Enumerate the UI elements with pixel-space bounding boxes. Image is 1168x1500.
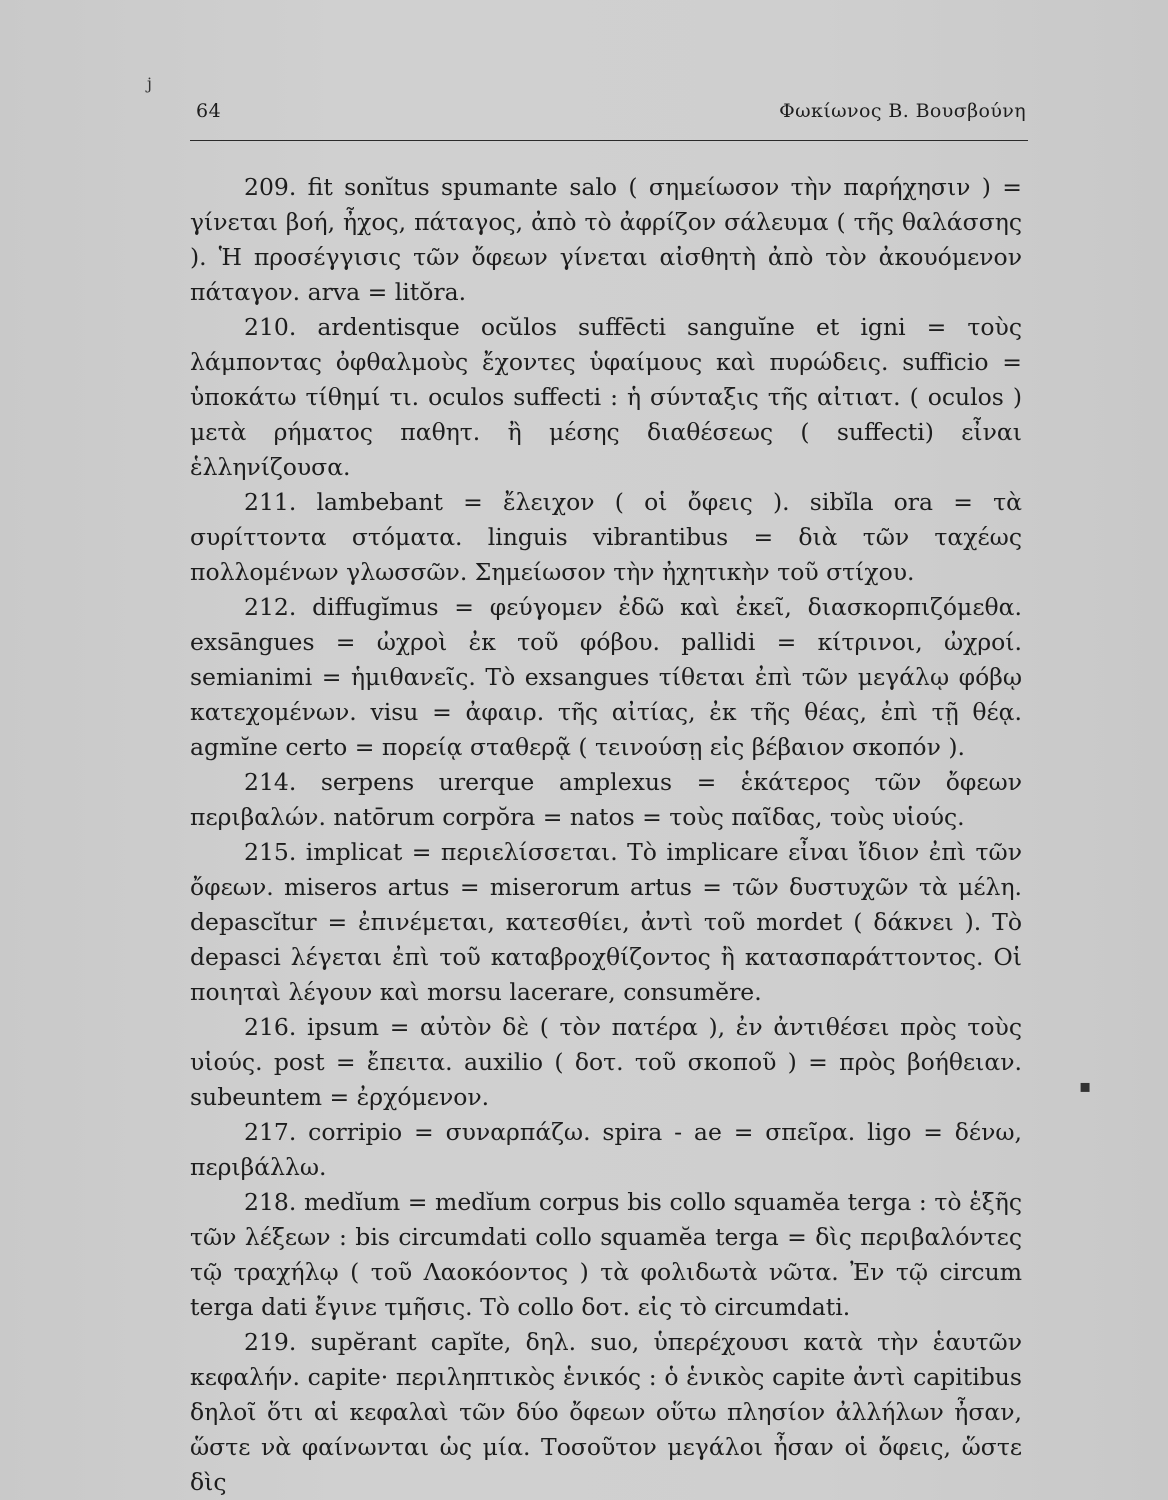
running-head: Φωκίωνος Β. Βουσβούνη bbox=[779, 100, 1026, 122]
note-218: 218. medĭum = medĭum corpus bis collo squamĕa terga : τὸ ἑξῆς τῶν λέξεων : bis circumdati collo squamĕa terga = δὶς περιβαλόντες τῷ τραχήλῳ ( τοῦ Λαοκόοντος ) τὰ φολιδωτὰ νῶτα. Ἐν τῷ circum terga dati ἔγινε τμῆσις. Τὸ collo δοτ. εἰς τὸ circumdati. bbox=[190, 1188, 1022, 1321]
note-209: 209. fit sonĭtus spumante salo ( σημείωσον τὴν παρήχησιν ) = γίνεται βοή, ἦχος, πάταγος, ἀπὸ τὸ ἀφρίζον σάλευμα ( τῆς θαλάσσης ). Ἡ προσέγγισις τῶν ὄφεων γίνεται αἰσθητὴ ἀπὸ τὸν ἀκουόμενον πάταγον. arva = litŏra. bbox=[190, 173, 1022, 306]
note-217: 217. corripio = συναρπάζω. spira - ae = σπεῖρα. ligo = δένω, περιβάλλω. bbox=[190, 1118, 1022, 1181]
note-219: 219. supĕrant capĭte, δηλ. suo, ὑπερέχουσι κατὰ τὴν ἑαυτῶν κεφαλήν. capite· περιληπτικὸς ἑνικός : ὁ ἑνικὸς capite ἀντὶ capitibus δηλοῖ ὅτι αἱ κεφαλαὶ τῶν δύο ὄφεων οὕτω πλησίον ἀλλήλων ἦσαν, ὥστε νὰ φαίνωνται ὡς μία. Τοσοῦτον μεγάλοι ἦσαν οἱ ὄφεις, ὥστε δὶς bbox=[190, 1328, 1022, 1496]
page-header bbox=[190, 100, 1028, 141]
page-number: 64 bbox=[196, 100, 222, 122]
margin-edge-mark: ▪ bbox=[1079, 1076, 1092, 1097]
commentary-text bbox=[190, 170, 1022, 1500]
note-211: 211. lambebant = ἔλειχον ( οἱ ὄφεις ). sibĭla ora = τὰ συρίττοντα στόματα. linguis vibrantibus = διὰ τῶν ταχέως πολλομένων γλωσσῶν. Σημείωσον τὴν ἠχητικὴν τοῦ στίχου. bbox=[190, 488, 1022, 586]
note-212: 212. diffugĭmus = φεύγομεν ἐδῶ καὶ ἐκεῖ, διασκορπιζόμεθα. exsāngues = ὠχροὶ ἐκ τοῦ φόβου. pallidi = κίτρινοι, ὠχροί. semianimi = ἡμιθανεῖς. Τὸ exsangues τίθεται ἐπὶ τῶν μεγάλῳ φόβῳ κατεχομένων. visu = ἀφαιρ. τῆς αἰτίας, ἐκ τῆς θέας, ἐπὶ τῇ θέᾳ. agmĭne certo = πορείᾳ σταθερᾷ ( τεινούσῃ εἰς βέβαιον σκοπόν ). bbox=[190, 593, 1022, 761]
margin-tick-mark: j bbox=[147, 74, 152, 93]
note-210: 210. ardentisque ocŭlos suffēcti sanguĭne et igni = τοὺς λάμποντας ὀφθαλμοὺς ἔχοντες ὑφαίμους καὶ πυρώδεις. sufficio = ὑποκάτω τίθημί τι. oculos suffecti : ἡ σύνταξις τῆς αἰτιατ. ( oculos ) μετὰ ρήματος παθητ. ἢ μέσης διαθέσεως ( suffecti) εἶναι ἑλληνίζουσα. bbox=[190, 313, 1022, 481]
note-215: 215. implicat = περιελίσσεται. Τὸ implicare εἶναι ἴδιον ἐπὶ τῶν ὄφεων. miseros artus = miserorum artus = τῶν δυστυχῶν τὰ μέλη. depascĭtur = ἐπινέμεται, κατεσθίει, ἀντὶ τοῦ mordet ( δάκνει ). Τὸ depasci λέγεται ἐπὶ τοῦ καταβροχθίζοντος ἢ κατασπαράττοντος. Οἱ ποιηταὶ λέγουν καὶ morsu lacerare, consumĕre. bbox=[190, 838, 1022, 1006]
note-216: 216. ipsum = αὐτὸν δὲ ( τὸν πατέρα ), ἐν ἀντιθέσει πρὸς τοὺς υἱούς. post = ἔπειτα. auxilio ( δοτ. τοῦ σκοποῦ ) = πρὸς βοήθειαν. subeuntem = ἐρχόμενον. bbox=[190, 1013, 1022, 1111]
note-214: 214. serpens urerque amplexus = ἑκάτερος τῶν ὄφεων περιβαλών. natōrum corpŏra = natos = τοὺς παῖδας, τοὺς υἱούς. bbox=[190, 768, 1022, 831]
